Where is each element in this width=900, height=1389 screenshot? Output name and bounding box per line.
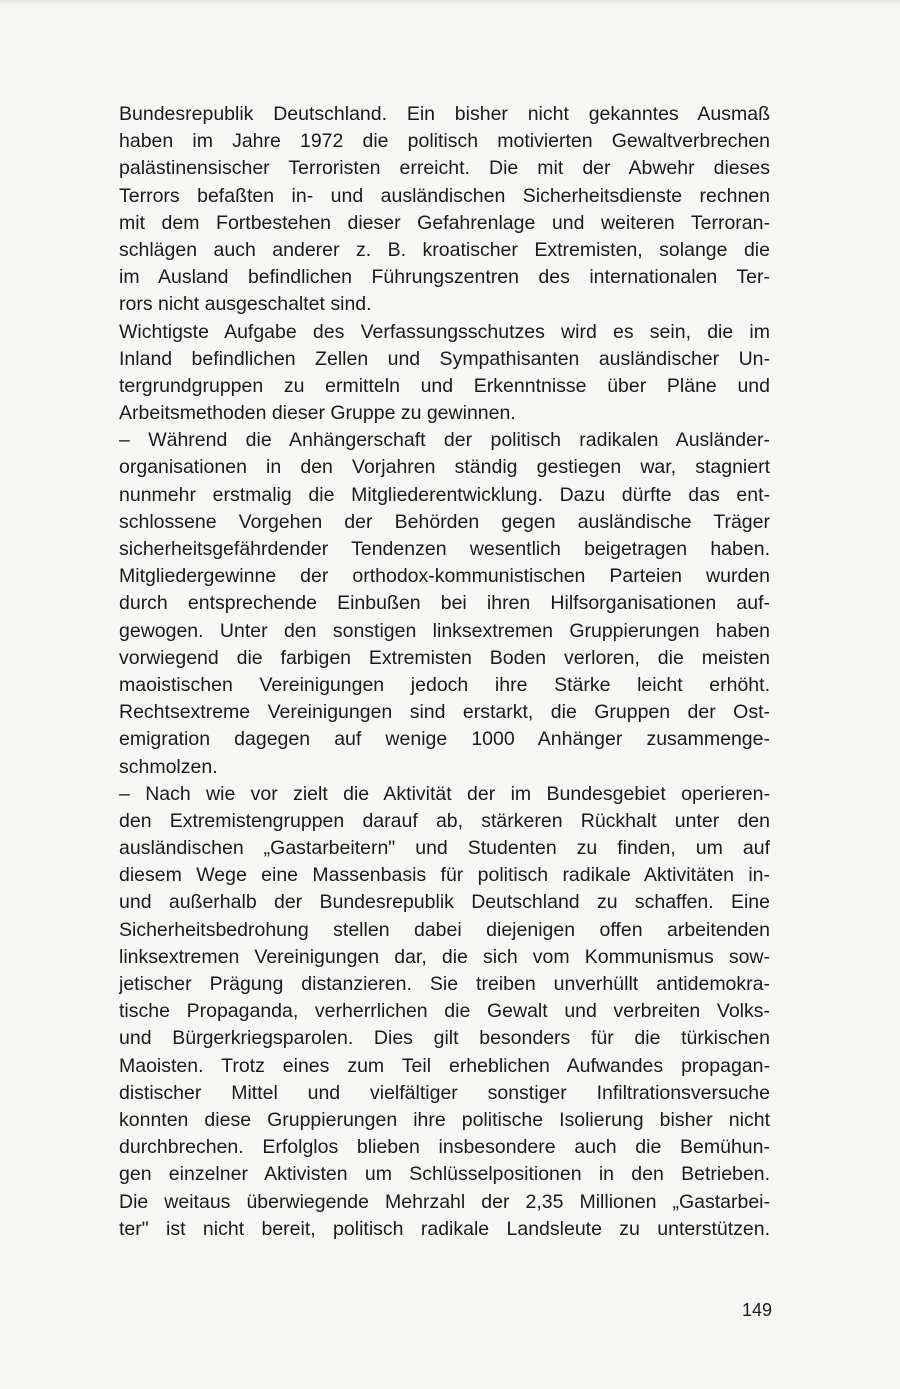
text-line: maoistischen Vereinigungen jedoch ihre Stärke leicht erhöht. <box>119 673 770 696</box>
text-line: tische Propaganda, verherrlichen die Gewalt und verbreiten Volks- <box>119 1000 770 1023</box>
text-line: palästinensischer Terroristen erreicht. Die mit der Abwehr dieses <box>119 157 770 180</box>
text-line: schlossene Vorgehen der Behörden gegen ausländische Träger <box>119 510 770 533</box>
text-line: durch entsprechende Einbußen bei ihren Hilfsorganisationen auf- <box>119 592 770 615</box>
text-line: konnten diese Gruppierungen ihre politische Isolierung bisher nicht <box>119 1108 770 1131</box>
text-line: tergrundgruppen zu ermitteln und Erkenntnisse über Pläne und <box>119 374 770 397</box>
page-number: 149 <box>741 1300 772 1320</box>
text-line: ter" ist nicht bereit, politisch radikale Landsleute zu unterstützen. <box>119 1217 770 1240</box>
text-line: linksextremen Vereinigungen dar, die sich vom Kommunismus sow- <box>119 945 770 968</box>
text-line: mit dem Fortbestehen dieser Gefahrenlage und weiteren Terroran- <box>119 211 770 234</box>
text-line: Sicherheitsbedrohung stellen dabei diejenigen offen arbeitenden <box>119 918 770 941</box>
text-line: Terrors befaßten in- und ausländischen Sicherheitsdienste rechnen <box>119 184 770 207</box>
text-line: gewogen. Unter den sonstigen linksextremen Gruppierungen haben <box>119 619 770 642</box>
text-line: den Extremistengruppen darauf ab, stärkeren Rückhalt unter den <box>119 809 770 832</box>
text-line: vorwiegend die farbigen Extremisten Boden verloren, die meisten <box>119 646 770 669</box>
text-line: im Ausland befindlichen Führungszentren des internationalen Ter- <box>119 266 770 289</box>
text-line: Maoisten. Trotz eines zum Teil erheblichen Aufwandes propagan- <box>119 1054 770 1077</box>
text-line: schmolzen. <box>119 755 218 778</box>
text-line: und Bürgerkriegsparolen. Dies gilt besonders für die türkischen <box>119 1027 770 1050</box>
text-line: nunmehr erstmalig die Mitgliederentwicklung. Dazu dürfte das ent- <box>119 483 770 506</box>
text-line: Bundesrepublik Deutschland. Ein bisher nicht gekanntes Ausmaß <box>119 103 770 125</box>
text-line: diesem Wege eine Massenbasis für politisch radikale Aktivitäten in- <box>119 864 770 887</box>
text-line: jetischer Prägung distanzieren. Sie treiben unverhüllt antidemokra- <box>119 973 770 995</box>
page-top-edge <box>0 0 900 6</box>
text-line: sicherheitsgefährdender Tendenzen wesentlich beigetragen haben. <box>119 538 770 560</box>
text-line: Rechtsextreme Vereinigungen sind erstarkt, die Gruppen der Ost- <box>119 701 770 724</box>
text-line: – Nach wie vor zielt die Aktivität der im Bundesgebiet operieren- <box>119 782 770 805</box>
text-line: Arbeitsmethoden dieser Gruppe zu gewinnen. <box>119 402 516 425</box>
text-line: Die weitaus überwiegende Mehrzahl der 2,35 Millionen „Gastarbei- <box>119 1190 770 1213</box>
text-line: rors nicht ausgeschaltet sind. <box>119 293 372 316</box>
text-line: und außerhalb der Bundesrepublik Deutschland zu schaffen. Eine <box>119 891 770 914</box>
text-line: distischer Mittel und vielfältiger sonstiger Infiltrationsversuche <box>119 1081 770 1104</box>
text-line: emigration dagegen auf wenige 1000 Anhänger zusammenge- <box>119 728 770 751</box>
text-line: Wichtigste Aufgabe des Verfassungsschutzes wird es sein, die im <box>119 320 770 343</box>
text-line: Inland befindlichen Zellen und Sympathisanten ausländischer Un- <box>119 347 770 370</box>
text-line: gen einzelner Aktivisten um Schlüsselpositionen in den Betrieben. <box>119 1163 770 1186</box>
text-line: schlägen auch anderer z. B. kroatischer Extremisten, solange die <box>119 238 770 261</box>
text-line: – Während die Anhängerschaft der politisch radikalen Ausländer- <box>119 429 770 452</box>
text-line: haben im Jahre 1972 die politisch motivierten Gewaltverbrechen <box>119 130 770 153</box>
text-line: ausländischen „Gastarbeitern" und Studenten zu finden, um auf <box>119 837 770 860</box>
text-line: organisationen in den Vorjahren ständig gestiegen war, stagniert <box>119 456 770 479</box>
text-line: durchbrechen. Erfolglos blieben insbesondere auch die Bemühun- <box>119 1136 770 1159</box>
body-text <box>119 101 770 1243</box>
text-line: Mitgliedergewinne der orthodox-kommunistischen Parteien wurden <box>119 565 770 588</box>
